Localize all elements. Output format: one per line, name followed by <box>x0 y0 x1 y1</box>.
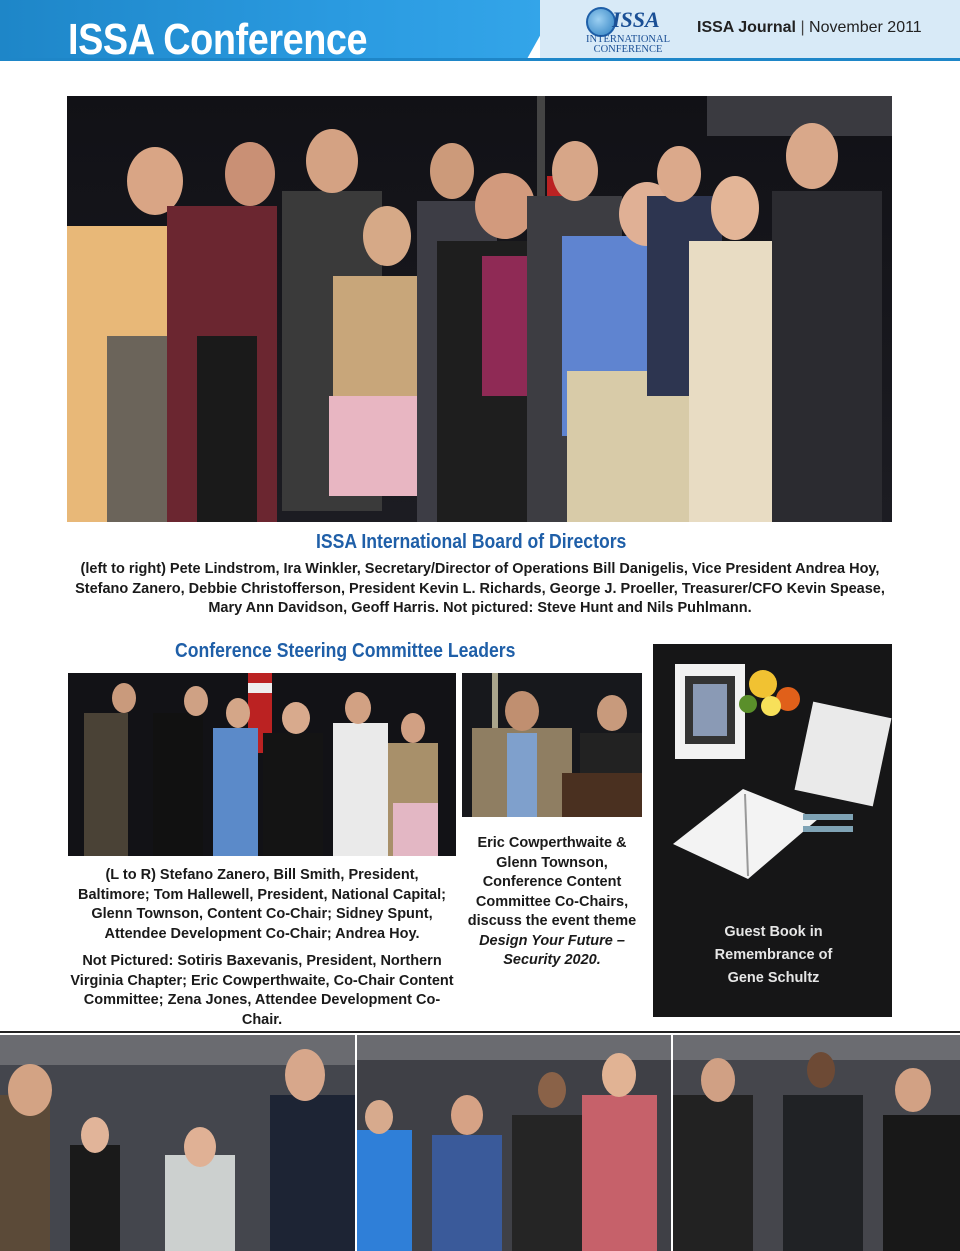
event-theme: Design Your Future – Security 2020. <box>479 932 625 968</box>
issue-date: November 2011 <box>809 19 922 36</box>
bottom-rule <box>0 1031 960 1033</box>
board-heading: ISSA International Board of Directors <box>316 531 627 553</box>
speaker-photo <box>462 673 642 817</box>
steering-caption-1: (L to R) Stefano Zanero, Bill Smith, President, Baltimore; Tom Hallewell, President, National Capital; Glenn Townson, Content Co-Chair; Sidney Spunt, Attendee Development Co-Chair; Andrea Hoy. <box>78 867 446 942</box>
guest-caption-line-1: Guest Book in <box>724 924 823 940</box>
logo-line-1: INTERNATIONAL <box>586 34 670 45</box>
separator: | <box>800 19 805 36</box>
steering-caption-2: Not Pictured: Sotiris Baxevanis, President, Northern Virginia Chapter; Eric Cowperthwaite, Co-Chair Content Committee; Zena Jones, Attendee Development Co-Chair. <box>70 953 454 1028</box>
guest-caption-line-2: Remembrance of <box>714 947 833 963</box>
steering-committee-photo <box>68 673 456 856</box>
guest-caption-line-3: Gene Schultz <box>727 970 820 986</box>
board-caption: (left to right) Pete Lindstrom, Ira Winkler, Secretary/Director of Operations Bill Danigelis, Vice President Andrea Hoy, Stefano Zanero, Debbie Christofferson, President Kevin L. Richards, George J. Proeller, Treasurer/CFO Kevin Spease, Mary Ann Davidson, Geoff Harris. Not pictured: Steve Hunt and Nils Puhlmann. <box>75 561 885 616</box>
networking-photo-1 <box>0 1035 355 1251</box>
section-title: ISSA Conference <box>68 15 368 64</box>
guest-book-caption <box>655 921 892 990</box>
board-of-directors-photo <box>67 96 892 522</box>
networking-photo-3 <box>673 1035 960 1251</box>
logo-line-2: CONFERENCE <box>593 44 663 55</box>
steering-heading: Conference Steering Committee Leaders <box>175 640 516 662</box>
speaker-caption <box>462 834 642 971</box>
networking-photo-2 <box>357 1035 671 1251</box>
logo-wordmark: ISSA <box>612 7 660 32</box>
speaker-caption-text: Eric Cowperthwaite & Glenn Townson, Conference Content Committee Co-Chairs, discuss the event theme <box>467 835 637 929</box>
journal-name: ISSA Journal <box>697 19 796 36</box>
journal-issue <box>697 19 922 37</box>
issa-conference-logo <box>582 5 674 53</box>
